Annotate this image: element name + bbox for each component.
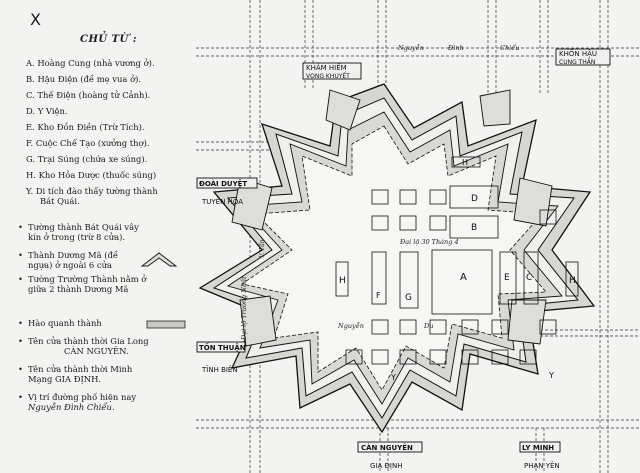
gate-tuyen-hoa: TUYÊN HÓA <box>202 198 243 206</box>
gate-khon-hau: KHÔN HẬU <box>559 50 598 58</box>
street-dinh-top: Đình <box>448 44 464 52</box>
gate-kham-hiem: KHẢM HIỂM <box>306 64 347 72</box>
legend-key-a: A. Hoàng Cung (nhà vương ở). <box>26 58 155 68</box>
legend-key-g: G. Trại Súng (chứa xe súng). <box>26 154 148 164</box>
gate-doai-duyet: ĐOÀI DUYỆT <box>199 180 248 188</box>
moat-swatch-icon <box>146 320 186 329</box>
gate-ton-thuan: TỐN THUẬN <box>199 344 246 352</box>
x-mark: X <box>30 10 41 29</box>
gate-can-nguyen: CÀN NGUYÊN <box>361 444 413 452</box>
building-h-right: H <box>569 276 576 286</box>
citadel-map <box>196 0 640 473</box>
legend-key-y-cont: Bát Quái. <box>40 196 80 206</box>
street-truong-nhat: Đại lộ Trường Nhất <box>240 276 248 340</box>
street-nguyen-mid: Nguyễn <box>338 322 364 330</box>
legend-key-e: E. Kho Đồn Điền (Trừ Tích). <box>26 122 145 132</box>
gate-phan-yen: PHAN YÊN <box>524 462 560 470</box>
bullet-icon: • <box>18 336 23 346</box>
building-a: A <box>460 272 467 283</box>
building-h-left: H <box>339 276 346 286</box>
building-g: G <box>405 293 412 303</box>
gate-ly-minh: LY MINH <box>522 444 555 452</box>
legend-key-c: C. Thế Điện (hoàng tử Cảnh). <box>26 90 151 100</box>
street-chieu-top: Chiểu <box>500 44 520 52</box>
gate-tinh-bien: TĨNH BIÊN <box>202 366 238 374</box>
bullet-icon: • <box>18 318 23 328</box>
building-b: B <box>471 223 478 233</box>
bullet-icon: • <box>18 364 23 374</box>
street-du-mid: Du <box>424 322 434 330</box>
street-nguyen-top: Nguyễn <box>398 44 424 52</box>
bullet-icon: • <box>18 250 23 260</box>
building-y-left: Y <box>391 373 396 382</box>
legend-title: CHỦ TỪ : <box>80 34 137 45</box>
street-vt: V. Tần <box>259 239 266 258</box>
building-d: D <box>471 194 478 204</box>
street-30-thang-4: Đại lộ 30 Tháng 4 <box>400 238 459 246</box>
bullet-icon: • <box>18 222 23 232</box>
chevron-wall-icon <box>140 250 178 270</box>
gate-vong-khuyet: VỌNG KHUYẾT <box>306 73 350 80</box>
legend-key-d: D. Y Viện. <box>26 106 68 116</box>
legend-panel: X CHỦ TỪ : A. Hoàng Cung (nhà vương ở). B. Hậu Điện (đề mẹ vua ở). C. Thế Điện (hoàng tử Cảnh). D. Y Viện. E. Kho Đồn Điền (Trừ Tích). F. Cuộc Chế Tạo (xưởng thợ). G. Trại Súng (chứa xe súng). H. Kho Hỏa Dược (thuốc súng) Y. Di tích đào thấy tường thành Bát Quái. • Tường thành Bát Quái vây kín ở trong (trừ 8 cửa). • Thành Dương Mã (đề ngựa) ở ngoài 6 cửa • Tường Trường Thành nằm ở giữa 2 thành Dương Mã • Hào quanh thành • Tên cửa thành thời Gia Long CÀN NGUYÊN. • Tên cửa thành thời Minh Mạng GIA ĐỊNH. • Vị trí đường phố hiện nay Nguyễn Đình Chiểu. <box>0 0 196 473</box>
legend-key-b: B. Hậu Điện (đề mẹ vua ở). <box>26 74 142 84</box>
bullet-icon: • <box>18 392 23 402</box>
legend-key-y: Y. Di tích đào thấy tường thành <box>26 186 158 196</box>
legend-key-f: F. Cuộc Chế Tạo (xưởng thợ). <box>26 138 150 148</box>
gate-cung-than: CUNG THẦN <box>559 59 596 66</box>
building-y-right: Y <box>549 371 554 380</box>
building-e: E <box>504 273 510 283</box>
building-h-top: H <box>462 158 469 167</box>
gate-gia-dinh: GIA ĐỊNH <box>370 462 403 470</box>
bullet-icon: • <box>18 274 23 284</box>
building-c: C <box>526 273 533 283</box>
legend-key-h: H. Kho Hỏa Dược (thuốc súng) <box>26 170 157 180</box>
building-f: F <box>376 291 381 300</box>
